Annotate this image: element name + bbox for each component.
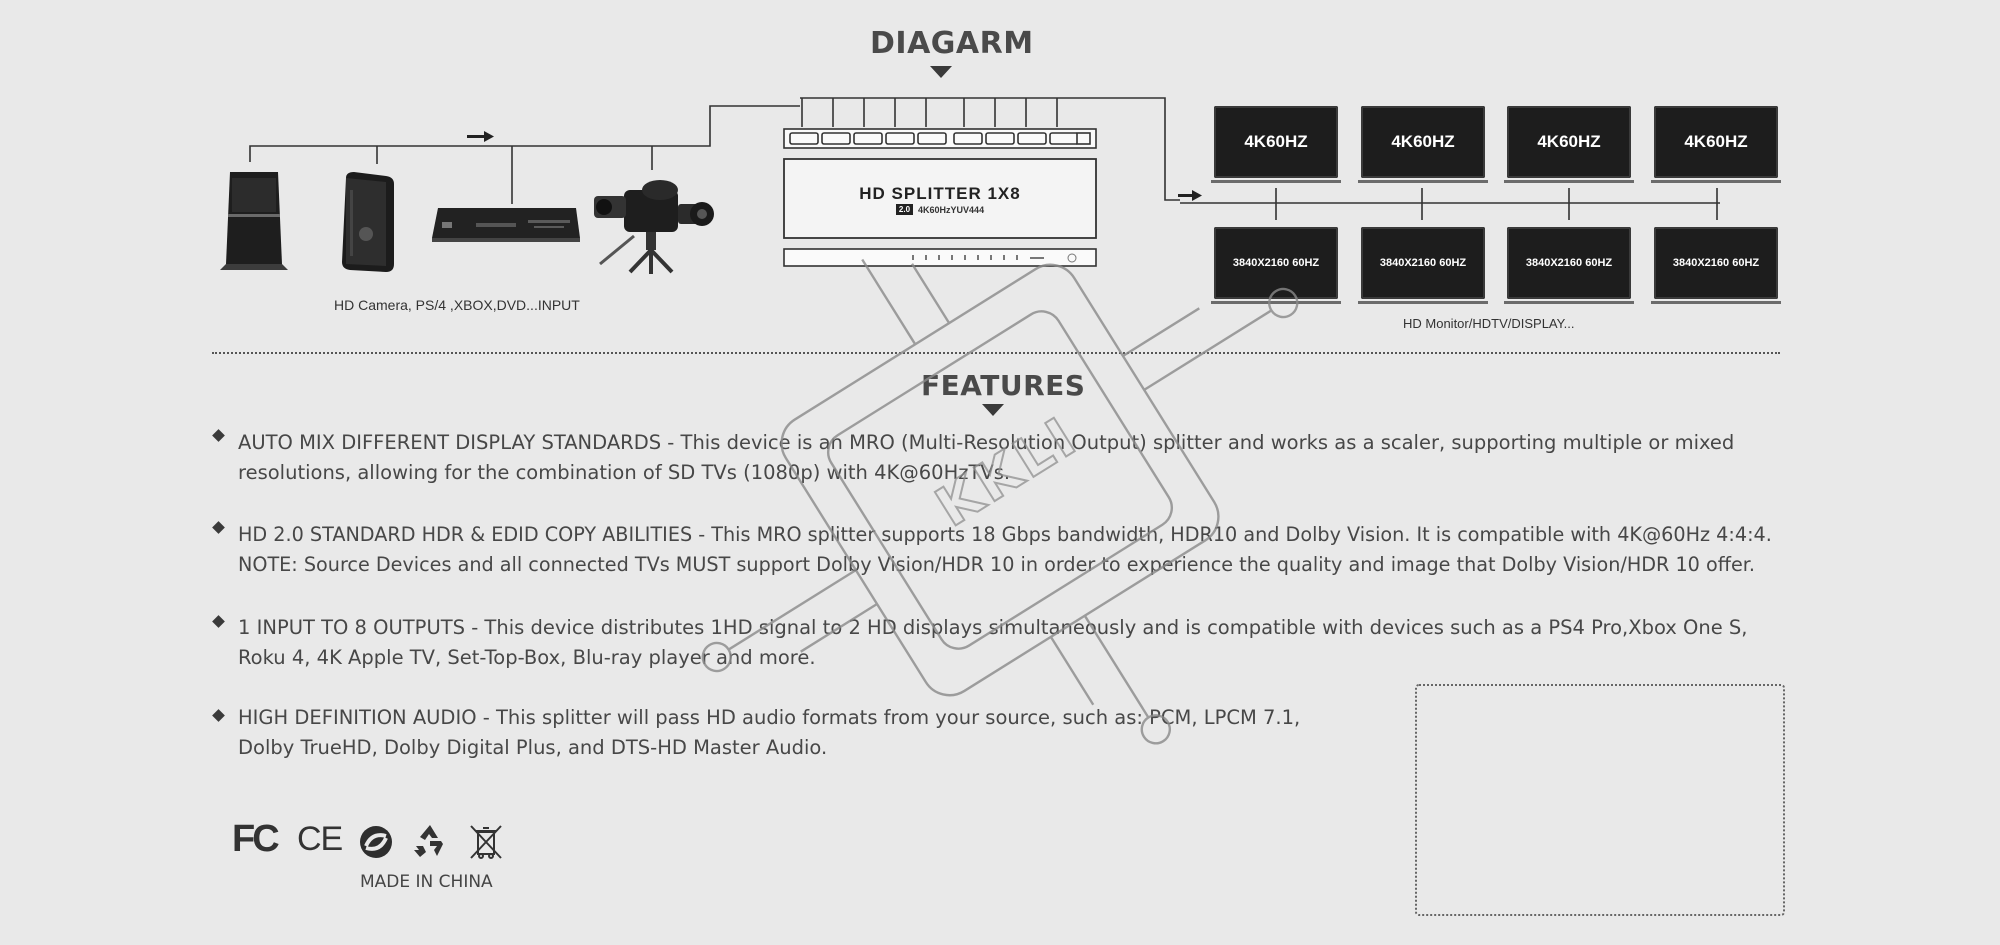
made-in-label: MADE IN CHINA bbox=[360, 872, 493, 892]
video-camera-icon bbox=[590, 176, 720, 280]
dvd-player-icon bbox=[430, 204, 582, 248]
display-top-2 bbox=[1361, 106, 1485, 178]
features-title: FEATURES bbox=[921, 369, 1086, 402]
watermark-text: KKLI bbox=[925, 403, 1090, 540]
splitter-spec-row bbox=[784, 204, 1096, 215]
display-bottom-4 bbox=[1654, 227, 1778, 299]
feature-line: NOTE: Source Devices and all connected TVs MUST support Dolby Vision/HDR 10 in order to experience the quality and image that Dolby Vision/HDR 10 offer. bbox=[238, 553, 1755, 576]
recycle-icon bbox=[411, 822, 449, 864]
display-top-4 bbox=[1654, 106, 1778, 178]
feature-item-4 bbox=[238, 703, 1300, 763]
splitter-name: HD SPLITTER 1X8 bbox=[859, 184, 1021, 203]
feature-item-2 bbox=[238, 520, 1772, 580]
weee-bin-icon bbox=[468, 823, 504, 865]
hdmi-version-badge: 2.0 bbox=[896, 204, 913, 215]
display-label: 3840X2160 60HZ bbox=[1232, 257, 1320, 269]
bullet-icon bbox=[212, 709, 225, 722]
features-title-arrow-icon bbox=[982, 404, 1004, 416]
display-top-1 bbox=[1214, 106, 1338, 178]
label-placeholder-box bbox=[1415, 684, 1785, 916]
feature-line: Dolby TrueHD, Dolby Digital Plus, and DTS-HD Master Audio. bbox=[238, 736, 828, 759]
feature-item-3 bbox=[238, 613, 1748, 673]
display-label: 4K60HZ bbox=[1391, 132, 1455, 151]
feature-line: HIGH DEFINITION AUDIO - This splitter will pass HD audio formats from your source, such as: PCM, LPCM 7.1, bbox=[238, 706, 1301, 729]
display-label: 3840X2160 60HZ bbox=[1672, 257, 1760, 269]
display-bottom-1 bbox=[1214, 227, 1338, 299]
bullet-icon bbox=[212, 429, 225, 442]
ce-mark: CE bbox=[297, 820, 343, 858]
feature-line: AUTO MIX DIFFERENT DISPLAY STANDARDS - This device is an MRO (Multi-Resolution Output) splitter and works as a scaler, supporting multiple or mixed bbox=[238, 431, 1735, 454]
display-top-3 bbox=[1507, 106, 1631, 178]
display-bottom-3 bbox=[1507, 227, 1631, 299]
display-label: 3840X2160 60HZ bbox=[1379, 257, 1467, 269]
feature-line: resolutions, allowing for the combination of SD TVs (1080p) with 4K@60HzTVs. bbox=[238, 461, 1011, 484]
display-label: 4K60HZ bbox=[1537, 132, 1601, 151]
display-bottom-2 bbox=[1361, 227, 1485, 299]
fcc-mark: FC bbox=[232, 818, 277, 860]
bullet-icon bbox=[212, 615, 225, 628]
display-label: 4K60HZ bbox=[1684, 132, 1748, 151]
display-label: 4K60HZ bbox=[1244, 132, 1308, 151]
xbox-console-icon bbox=[336, 172, 398, 280]
splitter-spec: 4K60HzYUV444 bbox=[918, 204, 985, 215]
feature-line: 1 INPUT TO 8 OUTPUTS - This device distributes 1HD signal to 2 HD displays simultaneously and is compatible with devices such as a PS4 Pro,Xbox One S, bbox=[238, 616, 1748, 639]
diagram-title: DIAGARM bbox=[870, 26, 1034, 61]
green-dot-icon bbox=[358, 824, 394, 864]
feature-line: HD 2.0 STANDARD HDR & EDID COPY ABILITIES - This MRO splitter supports 18 Gbps bandwidth, HDR10 and Dolby Vision. It is compatible with 4K@60Hz 4:4:4. bbox=[238, 523, 1772, 546]
bullet-icon bbox=[212, 521, 225, 534]
feature-line: Roku 4, 4K Apple TV, Set-Top-Box, Blu-ray player and more. bbox=[238, 646, 816, 669]
ps4-console-icon bbox=[216, 170, 292, 278]
output-caption: HD Monitor/HDTV/DISPLAY... bbox=[1403, 316, 1575, 331]
input-caption: HD Camera, PS/4 ,XBOX,DVD...INPUT bbox=[334, 297, 580, 313]
section-divider bbox=[212, 352, 1780, 354]
display-label: 3840X2160 60HZ bbox=[1525, 257, 1613, 269]
